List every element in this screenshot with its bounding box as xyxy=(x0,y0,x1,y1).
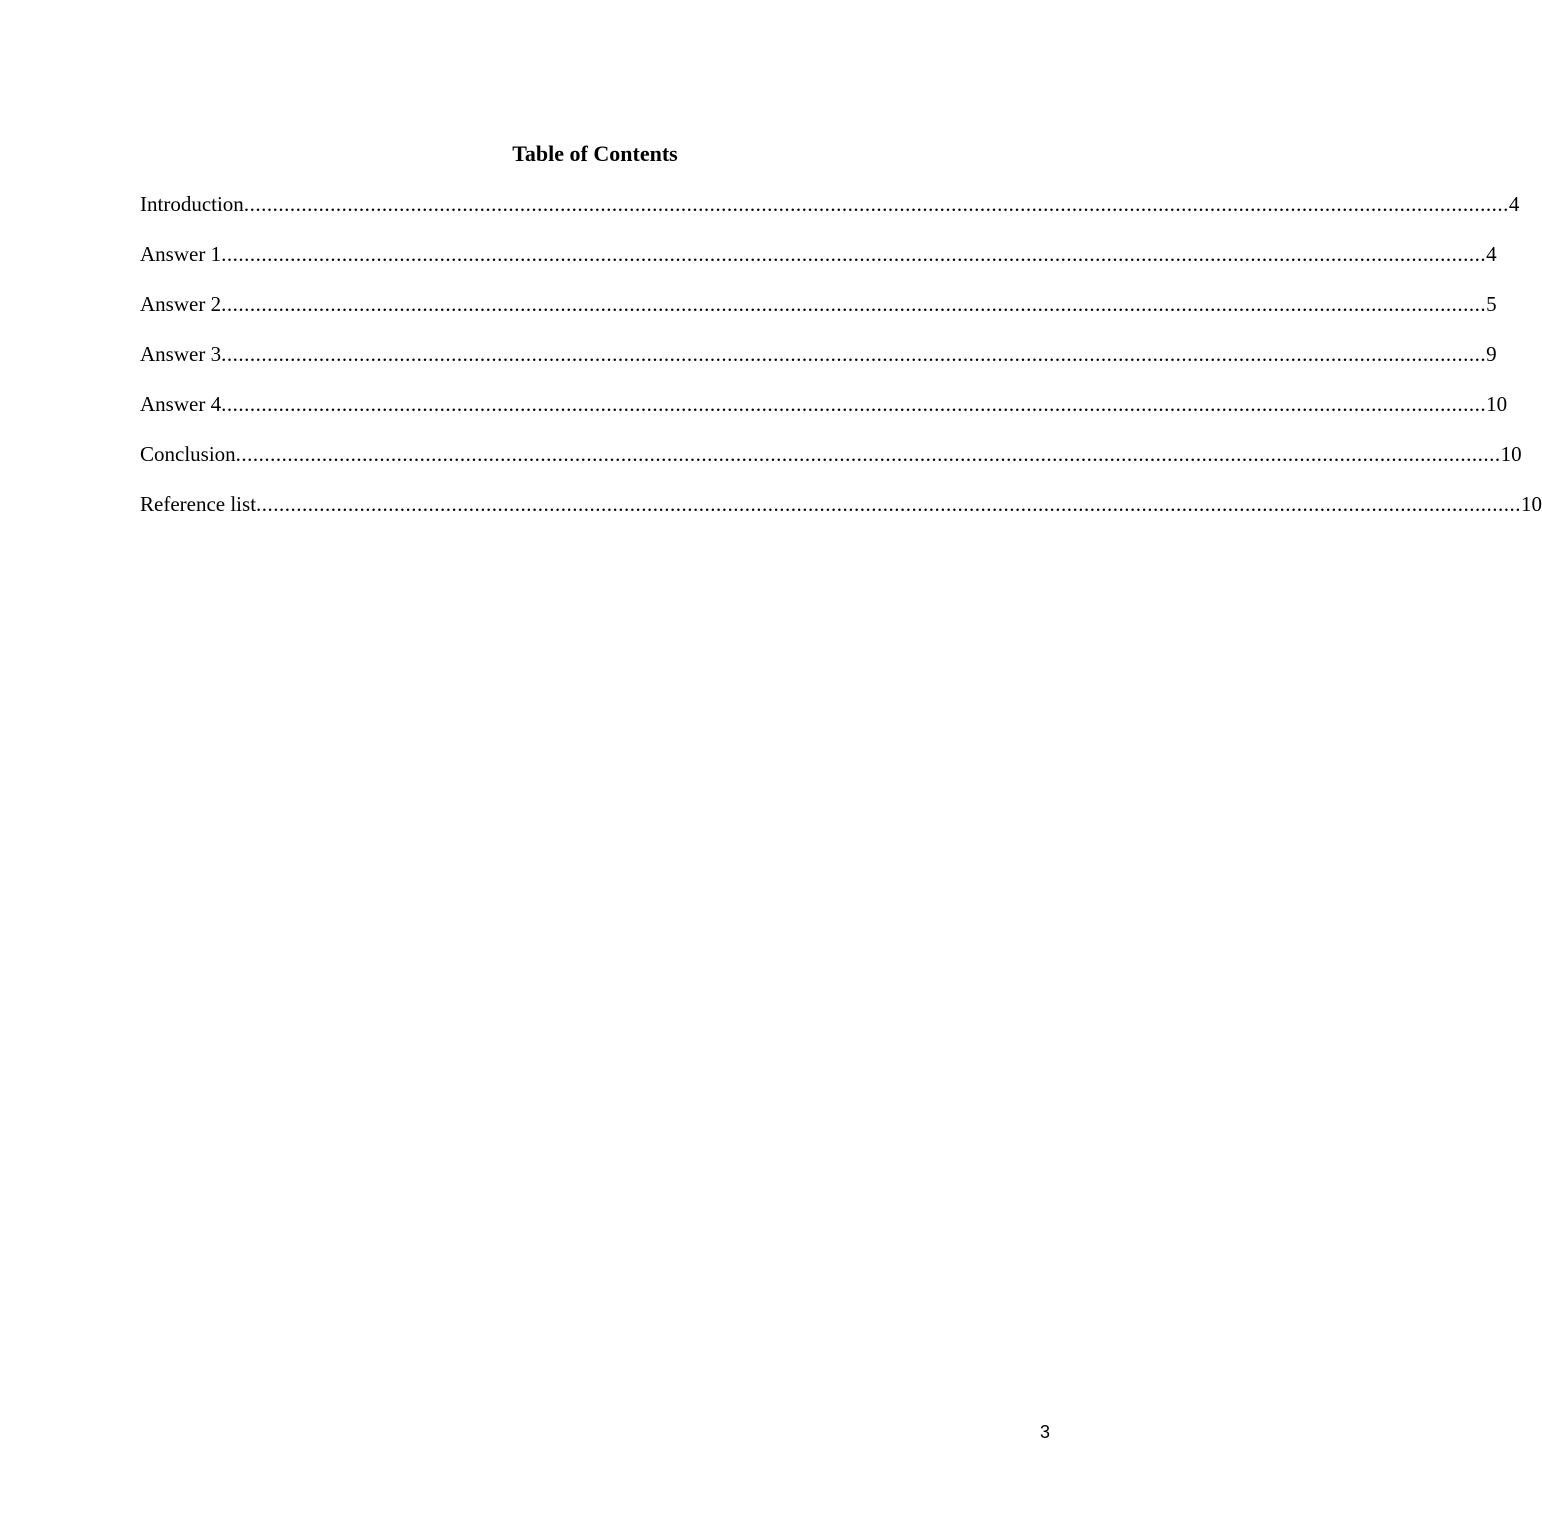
toc-entry-reference-list[interactable] xyxy=(140,490,1542,540)
toc-title: Table of Contents xyxy=(512,141,678,166)
dot-leader: ............................................................................................................................................................................................................................ xyxy=(221,292,1487,316)
dot-leader: ............................................................................................................................................................................................................................ xyxy=(221,342,1487,366)
dot-leader: ............................................................................................................................................................................................................................ xyxy=(243,192,1509,216)
toc-entry-page: 4 xyxy=(1486,242,1497,266)
toc-entry-answer-1[interactable] xyxy=(140,240,1497,290)
toc-list xyxy=(140,190,1542,540)
toc-entry-page: 5 xyxy=(1486,292,1497,316)
dot-leader: ............................................................................................................................................................................................................................ xyxy=(256,492,1522,516)
toc-entry-label: Answer 3 xyxy=(140,342,222,366)
toc-entry-answer-4[interactable] xyxy=(140,390,1508,440)
toc-entry-answer-3[interactable] xyxy=(140,340,1497,390)
toc-entry-page: 10 xyxy=(1500,442,1522,466)
toc-entry-page: 4 xyxy=(1508,192,1520,216)
toc-entry-page: 9 xyxy=(1486,342,1497,366)
dot-leader: ............................................................................................................................................................................................................................ xyxy=(221,392,1487,416)
toc-entry-introduction[interactable] xyxy=(140,190,1520,240)
toc-entry-conclusion[interactable] xyxy=(140,440,1522,490)
toc-entry-label: Answer 2 xyxy=(140,292,222,316)
page-number: 3 xyxy=(1039,1422,1050,1442)
toc-entry-label: Answer 1 xyxy=(140,242,222,266)
dot-leader: ............................................................................................................................................................................................................................ xyxy=(221,242,1487,266)
toc-entry-label: Reference list xyxy=(140,492,257,516)
toc-entry-label: Conclusion xyxy=(140,442,236,466)
toc-entry-answer-2[interactable] xyxy=(140,290,1497,340)
toc-entry-page: 10 xyxy=(1486,392,1508,416)
toc-entry-page: 10 xyxy=(1521,492,1542,516)
toc-entry-label: Answer 4 xyxy=(140,392,222,416)
toc-entry-label: Introduction xyxy=(140,192,244,216)
dot-leader: ............................................................................................................................................................................................................................ xyxy=(235,442,1501,466)
